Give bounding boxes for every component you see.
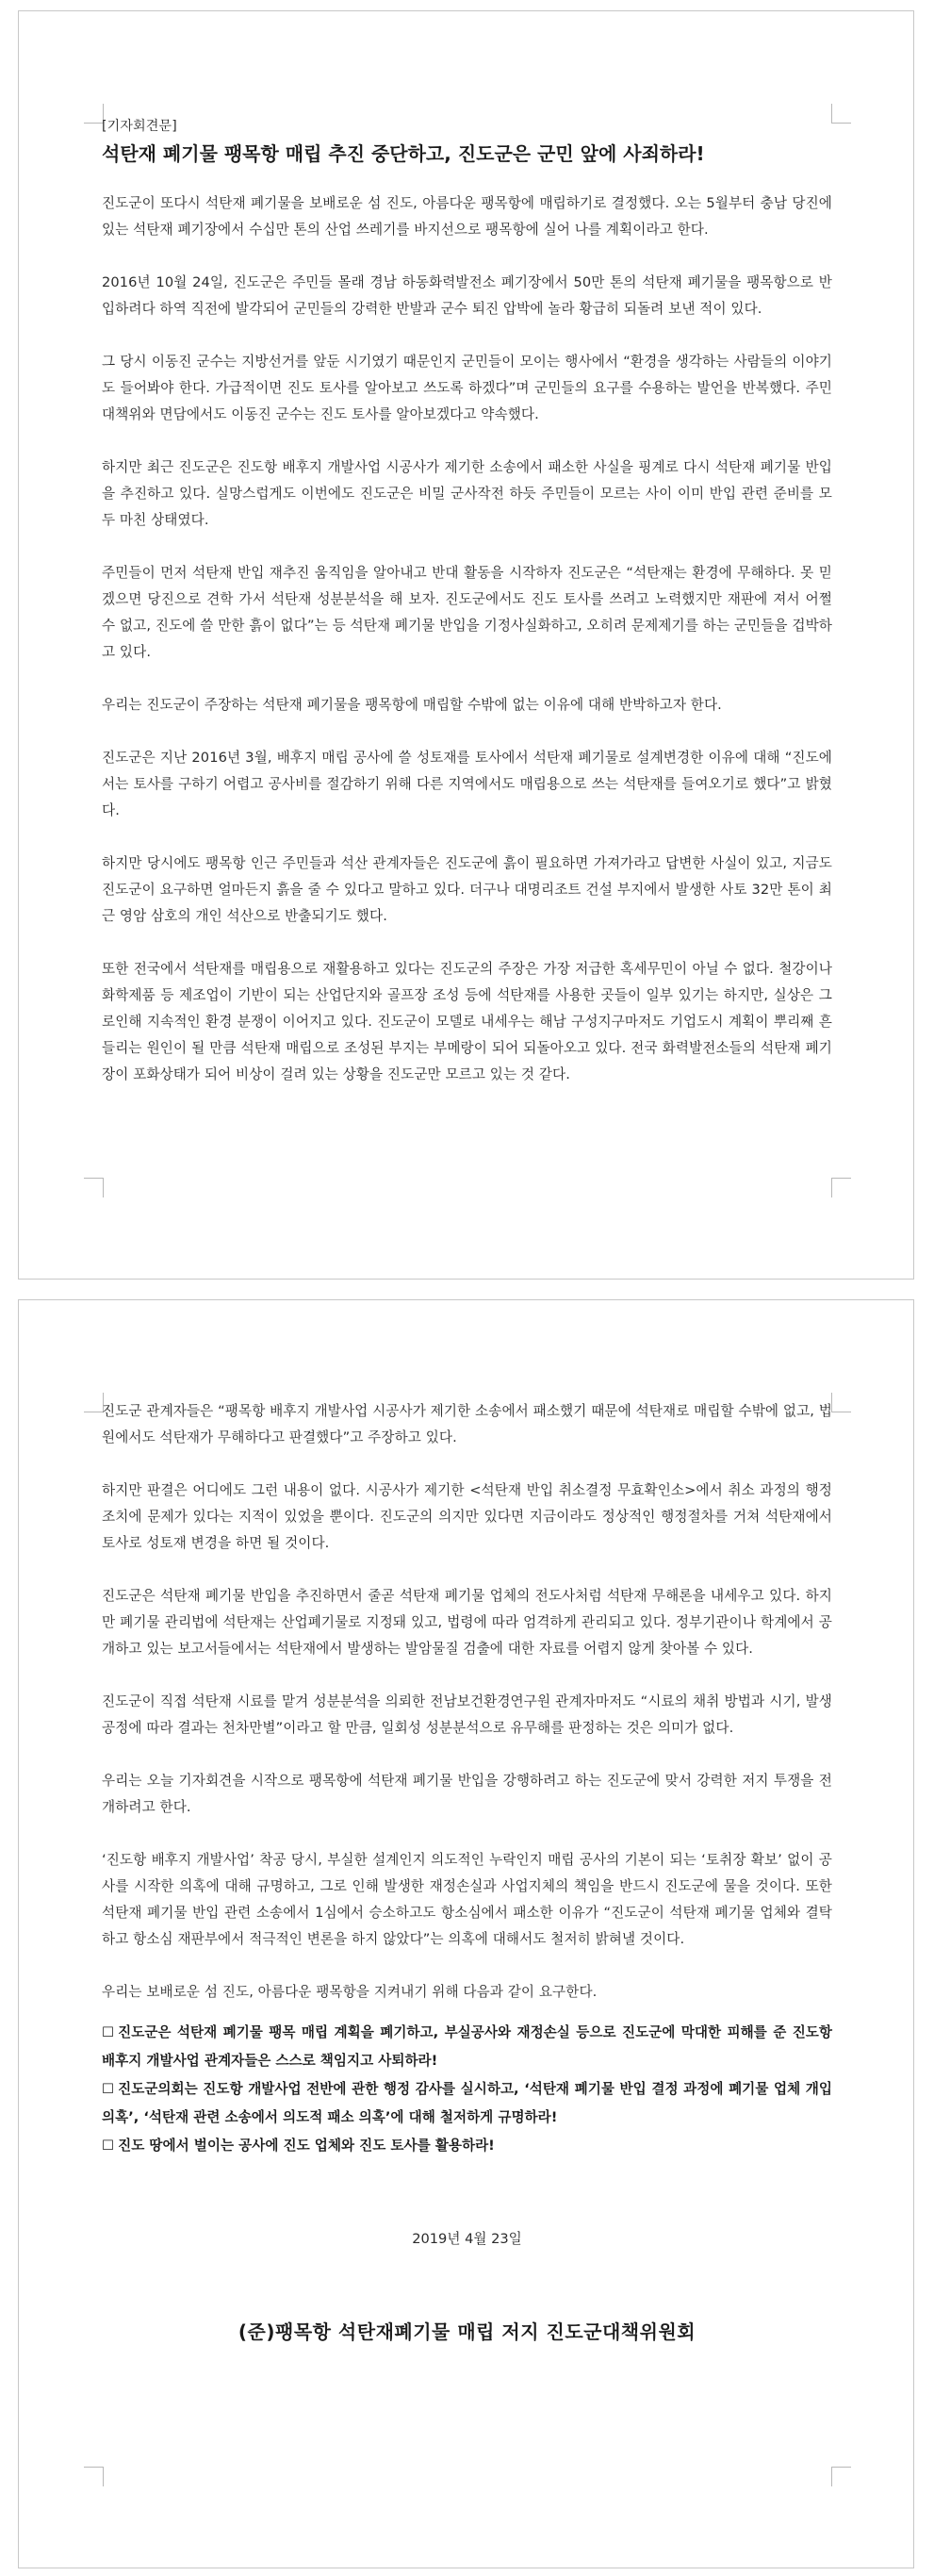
demands-list <box>102 2019 832 2160</box>
paragraph: 하지만 당시에도 팽목항 인근 주민들과 석산 관계자들은 진도군에 흙이 필요하면 가져가라고 답변한 사실이 있고, 지금도 진도군이 요구하면 얼마든지 흙을 줄 수 있다고 말하고 있다. 더구나 대명리조트 건설 부지에서 발생한 사토 32만 톤이 최근 영암 삼호의 개인 석산으로 반출되기도 했다. <box>102 855 832 924</box>
crop-mark <box>84 104 104 124</box>
paragraph: 그 당시 이동진 군수는 지방선거를 앞둔 시기였기 때문인지 군민들이 모이는 행사에서 “환경을 생각하는 사람들의 이야기도 들어봐야 한다. 가급적이면 진도 토사를 알아보고 쓰도록 하겠다”며 군민들의 요구를 수용하는 발언을 반복했다. 주민 대책위와 면담에서도 이동진 군수는 진도 토사를 알아보겠다고 약속했다. <box>102 354 832 422</box>
document-page-1 <box>18 10 914 1280</box>
page-1-content <box>102 117 832 1115</box>
paragraph: 또한 전국에서 석탄재를 매립용으로 재활용하고 있다는 진도군의 주장은 가장 저급한 혹세무민이 아닐 수 없다. 철강이나 화학제품 등 제조업이 기반이 되는 산업단지와 골프장 조성 등에 석탄재를 사용한 곳들이 일부 있기는 하지만, 실상은 그로인해 지속적인 환경 분쟁이 이어지고 있다. 진도군이 모델로 내세우는 해남 구성지구마저도 기업도시 계획이 뿌리째 흔들리는 원인이 될 만큼 석탄재 매립으로 조성된 부지는 부메랑이 되어 되돌아오고 있다. 전국 화력발전소들의 석탄재 폐기장이 포화상태가 되어 비상이 걸려 있는 상황을 진도군만 모르고 있는 것 같다. <box>102 961 832 1082</box>
paragraph: 진도군이 직접 석탄재 시료를 맡겨 성분분석을 의뢰한 전남보건환경연구원 관계자마저도 “시료의 채취 방법과 시기, 발생 공정에 따라 결과는 천차만별”이라고 할 만큼, 일회성 성분분석으로 유무해를 판정하는 것은 의미가 없다. <box>102 1693 832 1736</box>
document-page-2 <box>18 1299 914 2568</box>
crop-mark <box>831 104 851 124</box>
demand-text: 진도 땅에서 벌이는 공사에 진도 업체와 진도 토사를 활용하라! <box>118 2138 495 2154</box>
paragraph: 진도군은 지난 2016년 3월, 배후지 매립 공사에 쓸 성토재를 토사에서 석탄재 폐기물로 설계변경한 이유에 대해 “진도에서는 토사를 구하기 어렵고 공사비를 절감하기 위해 다른 지역에서도 매립용으로 쓰는 석탄재를 들여오기로 했다”고 밝혔다. <box>102 750 832 818</box>
document-date: 2019년 4월 23일 <box>412 2231 522 2247</box>
demand-item <box>102 2075 832 2132</box>
paragraph: 진도군 관계자들은 “팽목항 배후지 개발사업 시공사가 제기한 소송에서 패소했기 때문에 석탄재로 매립할 수밖에 없고, 법원에서도 석탄재가 무해하다고 판결했다”고 주장하고 있다. <box>102 1403 832 1445</box>
paragraph: 우리는 오늘 기자회견을 시작으로 팽목항에 석탄재 폐기물 반입을 강행하려고 하는 진도군에 맞서 강력한 저지 투쟁을 전개하려고 한다. <box>102 1773 832 1815</box>
demand-text: 진도군의회는 진도항 개발사업 전반에 관한 행정 감사를 실시하고, ‘석탄재 폐기물 반입 결정 과정에 폐기물 업체 개입 의혹’, ‘석탄재 관련 소송에서 의도적 패소 의혹’에 대해 철저하게 규명하라! <box>102 2081 832 2125</box>
paragraph: 하지만 판결은 어디에도 그런 내용이 없다. 시공사가 제기한 <석탄재 반입 취소결정 무효확인소>에서 취소 과정의 행정조치에 문제가 있다는 지적이 있었을 뿐이다. 진도군의 의지만 있다면 지금이라도 정상적인 행정절차를 거쳐 석탄재에서 토사로 성토재 변경을 하면 될 것이다. <box>102 1482 832 1551</box>
paragraph: 진도군이 또다시 석탄재 폐기물을 보배로운 섬 진도, 아름다운 팽목항에 매립하기로 결정했다. 오는 5월부터 충남 당진에 있는 석탄재 폐기장에서 수십만 톤의 산업 쓰레기를 바지선으로 팽목항에 실어 나를 계획이라고 한다. <box>102 195 832 238</box>
crop-mark <box>831 1393 851 1412</box>
paragraph: 주민들이 먼저 석탄재 반입 재추진 움직임을 알아내고 반대 활동을 시작하자 진도군은 “석탄재는 환경에 무해하다. 못 믿겠으면 당진으로 견학 가서 석탄재 성분분석을 해 보자. 진도군에서도 진도 토사를 쓰려고 노력했지만 재판에 져서 어쩔 수 없고, 진도에 쓸 만한 흙이 없다”는 등 석탄재 폐기물 반입을 기정사실화하고, 오히려 문제제기를 하는 군민들을 겁박하고 있다. <box>102 565 832 660</box>
crop-mark <box>84 1178 104 1197</box>
checkbox-icon: ☐ <box>102 2081 115 2097</box>
document-signature: (준)팽목항 석탄재폐기물 매립 저지 진도군대책위원회 <box>238 2320 696 2343</box>
checkbox-icon: ☐ <box>102 2024 115 2040</box>
checkbox-icon: ☐ <box>102 2138 115 2154</box>
crop-mark <box>84 2467 104 2486</box>
paragraph: 2016년 10월 24일, 진도군은 주민들 몰래 경남 하동화력발전소 폐기장에서 50만 톤의 석탄재 폐기물을 팽목항으로 반입하려다 하역 직전에 발각되어 군민들의 강력한 반발과 군수 퇴진 압박에 놀라 황급히 되돌려 보낸 적이 있다. <box>102 274 832 317</box>
document-headline: 석탄재 폐기물 팽목항 매립 추진 중단하고, 진도군은 군민 앞에 사죄하라! <box>102 142 705 165</box>
demand-item <box>102 2019 832 2075</box>
crop-mark <box>84 1393 104 1412</box>
paragraph: ‘진도항 배후지 개발사업’ 착공 당시, 부실한 설계인지 의도적인 누락인지 매립 공사의 기본이 되는 ‘토취장 확보’ 없이 공사를 시작한 의혹에 대해 규명하고, 그로 인해 발생한 재정손실과 사업지체의 책임을 반드시 진도군에 물을 것이다. 또한 석탄재 폐기물 반입 관련 소송에서 1심에서 승소하고도 항소심에서 패소한 이유가 “진도군이 석탄재 폐기물 업체와 결탁하고 항소심 재판부에서 적극적인 변론을 하지 않았다”는 의혹에 대해서도 철저히 밝혀낼 것이다. <box>102 1852 832 1947</box>
document-tag: [기자회견문] <box>102 119 177 134</box>
demand-item <box>102 2132 832 2160</box>
paragraph: 우리는 진도군이 주장하는 석탄재 폐기물을 팽목항에 매립할 수밖에 없는 이유에 대해 반박하고자 한다. <box>102 697 722 713</box>
demand-text: 진도군은 석탄재 폐기물 팽목 매립 계획을 폐기하고, 부실공사와 재정손실 등으로 진도군에 막대한 피해를 준 진도항 배후지 개발사업 관계자들은 스스로 책임지고 사퇴하라! <box>102 2024 832 2069</box>
paragraph: 하지만 최근 진도군은 진도항 배후지 개발사업 시공사가 제기한 소송에서 패소한 사실을 핑계로 다시 석탄재 폐기물 반입을 추진하고 있다. 실망스럽게도 이번에도 진도군은 비밀 군사작전 하듯 주민들이 모르는 사이 이미 반입 관련 준비를 모두 마친 상태였다. <box>102 459 832 528</box>
page-2-content <box>102 1398 832 2344</box>
crop-mark <box>831 1178 851 1197</box>
paragraph: 우리는 보배로운 섬 진도, 아름다운 팽목항을 지켜내기 위해 다음과 같이 요구한다. <box>102 1984 598 2000</box>
paragraph: 진도군은 석탄재 폐기물 반입을 추진하면서 줄곧 석탄재 폐기물 업체의 전도사처럼 석탄재 무해론을 내세우고 있다. 하지만 폐기물 관리법에 석탄재는 산업폐기물로 지정돼 있고, 법령에 따라 엄격하게 관리되고 있다. 정부기관이나 학계에서 공개하고 있는 보고서들에서는 석탄재에서 발생하는 발암물질 검출에 대한 자료를 어렵지 않게 찾아볼 수 있다. <box>102 1588 832 1657</box>
crop-mark <box>831 2467 851 2486</box>
